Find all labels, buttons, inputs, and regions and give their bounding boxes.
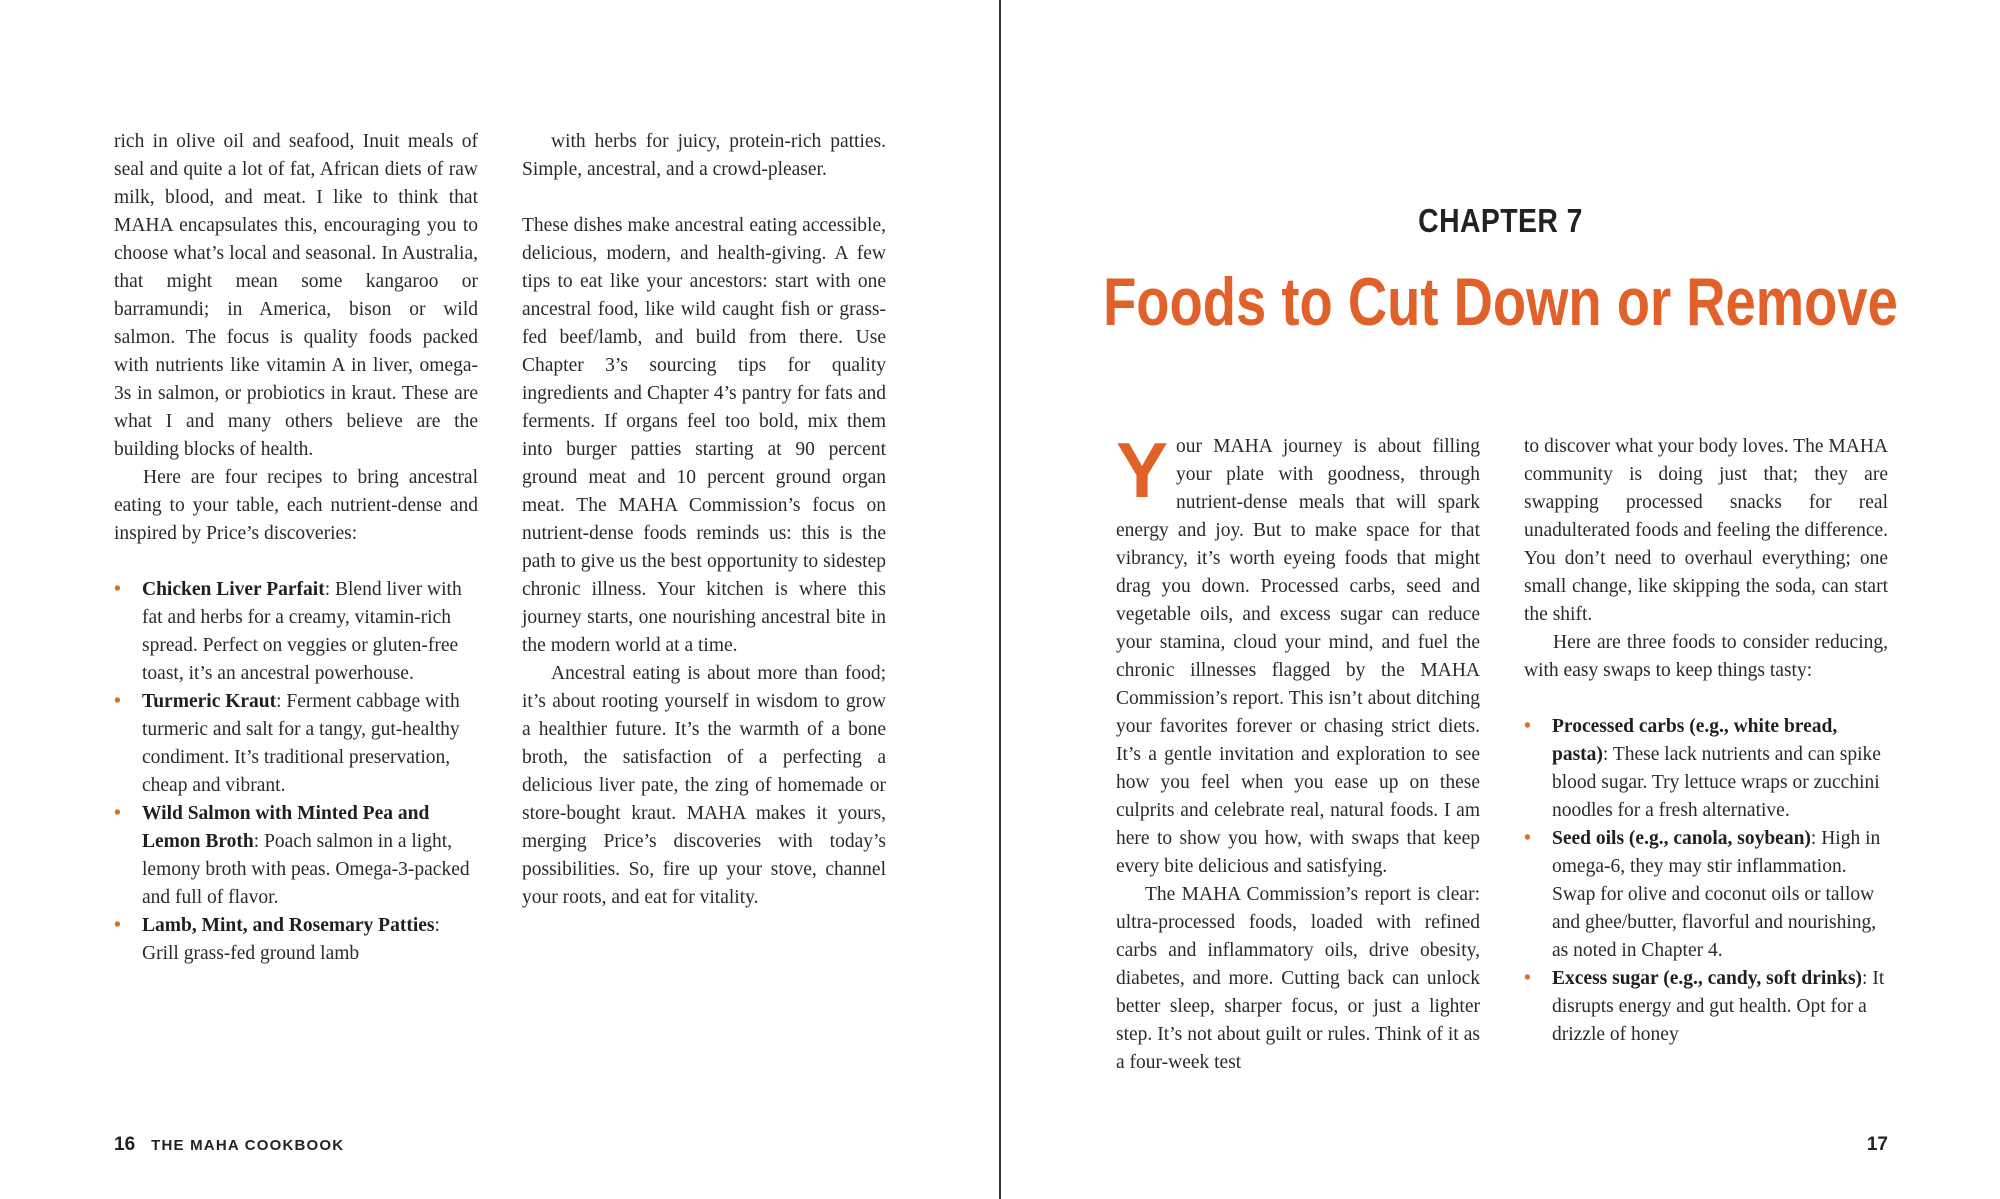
right-column-2 bbox=[1524, 433, 1888, 1049]
right-column-1 bbox=[1116, 426, 1480, 1077]
list-item-text: : It disrupts energy and gut health. Opt for a drizzle of honey bbox=[1552, 968, 1885, 1045]
bullet-icon: • bbox=[114, 579, 121, 600]
foods-list bbox=[1524, 713, 1888, 1049]
bullet-icon: • bbox=[1524, 968, 1531, 989]
list-item-text: : High in omega-6, they may stir inflammation. Swap for olive and coconut oils or tallow and ghee/butter, flavorful and nourishing, as noted in Chapter 4. bbox=[1552, 828, 1881, 961]
left-column-2 bbox=[522, 128, 886, 912]
body-paragraph: rich in olive oil and seafood, Inuit meals of seal and quite a lot of fat, African diets of raw milk, blood, and meat. I like to think that MAHA encapsulates this, encouraging you to choose what’s local and seasonal. In Australia, that might mean some kangaroo or barramundi; in America, bison or wild salmon. The focus is quality foods packed with nutrients like vitamin A in liver, omega-3s in salmon, or probiotics in kraut. These are what I and many others believe are the building blocks of health. bbox=[114, 131, 478, 460]
bullet-icon: • bbox=[1524, 828, 1531, 849]
chapter-label: CHAPTER 7 bbox=[1418, 202, 1583, 239]
list-item-title: Processed carbs (e.g., white bread, pasta) bbox=[1552, 716, 1838, 765]
body-paragraph: These dishes make ancestral eating accessible, delicious, modern, and health-giving. A few tips to eat like your ancestors: start with one ancestral food, like wild caught fish or grass-fed beef/lamb, and build from there. Use Chapter 3’s sourcing tips for quality ingredients and Chapter 4’s pantry for fats and ferments. If organs feel too bold, mix them into burger patties starting at 90 percent ground meat and 10 percent ground organ meat. The MAHA Commission’s focus on nutrient-dense foods reminds us: this is the path to give us the best opportunity to sidestep chronic illness. Your kitchen is where this journey starts, one nourishing ancestral bite in the modern world at a time. bbox=[522, 215, 886, 656]
list-item bbox=[114, 800, 478, 912]
recipe-list bbox=[114, 576, 478, 968]
left-column-1 bbox=[114, 128, 478, 968]
list-item-text: : Poach salmon in a light, lemony broth with peas. Omega-3-packed and full of flavor. bbox=[142, 831, 470, 908]
list-item-text: : Blend liver with fat and herbs for a creamy, vitamin-rich spread. Perfect on veggies or gluten-free toast, it’s an ancestral powerhouse. bbox=[142, 579, 462, 684]
list-item bbox=[114, 912, 478, 968]
body-paragraph: Here are three foods to consider reducing, with easy swaps to keep things tasty: bbox=[1524, 632, 1888, 681]
list-item-title: Seed oils (e.g., canola, soybean) bbox=[1552, 828, 1811, 849]
page-number: 16 bbox=[114, 1134, 136, 1155]
body-text: our MAHA journey is about filling your plate with goodness, through nutrient-dense meals that will spark energy and joy. But to make space for that vibrancy, it’s worth eyeing foods that might drag you down. Processed carbs, seed and vegetable oils, and excess sugar can reduce your stamina, cloud your mind, and fuel the chronic illnesses flagged by the MAHA Commission’s report. This isn’t about ditching your favorites forever or chasing strict diets. It’s a gentle invitation and exploration to see how you feel when you ease up on these culprits and celebrate real, natural foods. I am here to show you how, with swaps that keep every bite delicious and satisfying. bbox=[1116, 436, 1480, 877]
list-item-text: : Grill grass-fed ground lamb bbox=[142, 915, 440, 964]
list-item-title: Wild Salmon with Minted Pea and Lemon Broth bbox=[142, 803, 430, 852]
left-page bbox=[0, 0, 999, 1199]
left-folio bbox=[114, 1134, 344, 1156]
body-paragraph: with herbs for juicy, protein-rich patties. Simple, ancestral, and a crowd-pleaser. bbox=[522, 131, 886, 180]
list-item-title: Chicken Liver Parfait bbox=[142, 579, 325, 600]
list-item-title: Turmeric Kraut bbox=[142, 691, 277, 712]
list-item bbox=[1524, 965, 1888, 1049]
list-item-title: Lamb, Mint, and Rosemary Patties bbox=[142, 915, 435, 936]
right-page bbox=[1001, 0, 2000, 1199]
list-item bbox=[1524, 713, 1888, 825]
body-paragraph: The MAHA Commission’s report is clear: ultra-processed foods, loaded with refined carbs and inflammatory oils, drive obesity, diabetes, and more. Cutting back can unlock better sleep, sharper focus, or just a lighter step. It’s not about guilt or rules. Think of it as a four-week test bbox=[1116, 884, 1480, 1073]
list-item bbox=[1524, 825, 1888, 965]
page-number: 17 bbox=[1866, 1134, 1888, 1155]
list-item-title: Excess sugar (e.g., candy, soft drinks) bbox=[1552, 968, 1863, 989]
body-paragraph: Here are four recipes to bring ancestral eating to your table, each nutrient-dense and inspired by Price’s discoveries: bbox=[114, 467, 478, 544]
list-item bbox=[114, 576, 478, 688]
body-paragraph bbox=[1116, 426, 1480, 881]
bullet-icon: • bbox=[1524, 716, 1531, 737]
bullet-icon: • bbox=[114, 915, 121, 936]
list-item-text: : These lack nutrients and can spike blood sugar. Try lettuce wraps or zucchini noodles for a fresh alternative. bbox=[1552, 744, 1881, 821]
chapter-title: Foods to Cut Down or Remove bbox=[1103, 264, 1898, 340]
body-paragraph: Ancestral eating is about more than food; it’s about rooting yourself in wisdom to grow a healthier future. It’s the warmth of a bone broth, the satisfaction of a perfecting a delicious liver pate, the zing of homemade or store-bought kraut. MAHA makes it yours, merging Price’s discoveries with today’s possibilities. So, fire up your stove, channel your roots, and eat for vitality. bbox=[522, 663, 886, 908]
body-paragraph: to discover what your body loves. The MAHA community is doing just that; they are swapping processed snacks for real unadulterated foods and feeling the difference. You don’t need to overhaul everything; one small change, like skipping the soda, can start the shift. bbox=[1524, 436, 1888, 625]
list-item bbox=[114, 688, 478, 800]
list-item-text: : Ferment cabbage with turmeric and salt for a tangy, gut-healthy condiment. It’s traditional preservation, cheap and vibrant. bbox=[142, 691, 460, 796]
bullet-icon: • bbox=[114, 691, 121, 712]
drop-cap: Y bbox=[1116, 426, 1169, 514]
right-folio bbox=[1867, 1134, 1888, 1156]
running-head: THE MAHA COOKBOOK bbox=[151, 1137, 345, 1154]
bullet-icon: • bbox=[114, 803, 121, 824]
